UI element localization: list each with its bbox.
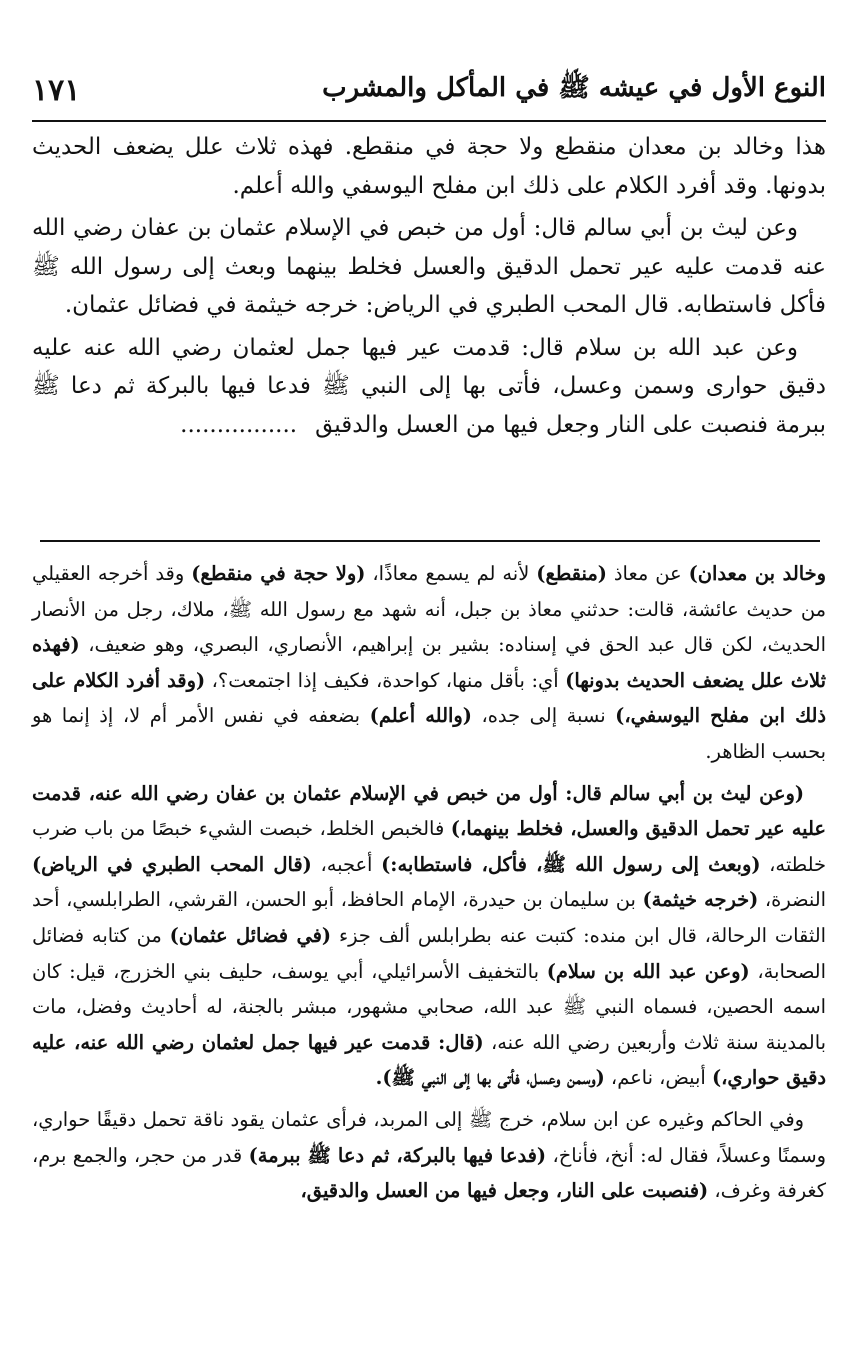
commentary-text: فالخبص الخلط، خبصت الشيء خبصًا من باب ضرب خلطته، bbox=[32, 817, 826, 876]
chapter-title: النوع الأول في عيشه ﷺ في المأكل والمشرب bbox=[322, 73, 826, 103]
commentary-text: النضرة، bbox=[758, 888, 826, 912]
quoted-text: (فهذه ثلاث علل يضعف الحديث بدونها) bbox=[32, 633, 827, 692]
quoted-text: (والله أعلم) bbox=[369, 704, 472, 728]
commentary-text: أي: بأقل منها، كواحدة، فكيف إذا اجتمعت؟، bbox=[205, 668, 566, 692]
commentary-text: أعجبه، bbox=[311, 852, 382, 876]
quoted-text: (وعن ليث بن أبي سالم قال: أول من خبص في الإسلام عثمان بن عفان رضي الله عنه، قدمت عليه عير تحمل الدقيق والعسل، فخلط بينهما،) bbox=[32, 781, 826, 841]
commentary-text: بالتخفيف الأسرائيلي، أبي يوسف، حليف بني الخزرج، قيل: كان اسمه الحصين، فسماه النبي ﷺ عبد الله، صحابي مشهور، مبشر بالجنة، له أحاديث وفضل، مات بالمدينة سنة ثلاث وأربعين رضي الله عنه، bbox=[32, 959, 826, 1054]
quoted-text: (منقطع) bbox=[536, 562, 607, 585]
commentary bbox=[32, 556, 826, 1336]
commentary-text: بن سليمان بن حيدرة، الإمام الحافظ، أبو الحسن، القرشي، الطرابلسي، أحد الثقات الرحالة، قال ابن منده: كتبت عنه بطرابلس ألف جزء bbox=[32, 888, 827, 947]
main-text bbox=[32, 128, 826, 530]
main-paragraph-1: هذا وخالد بن معدان منقطع ولا حجة في منقطع. فهذه ثلاث علل يضعف الحديث بدونها. وقد أفرد الكلام على ذلك ابن مفلح اليوسفي والله أعلم. bbox=[32, 134, 826, 199]
quoted-text: (قال: قدمت عير فيها جمل لعثمان رضي الله عنه، عليه دقيق حواري،) bbox=[32, 1030, 826, 1090]
commentary-text: من كتابه فضائل الصحابة، bbox=[32, 923, 826, 983]
section-divider bbox=[40, 540, 820, 542]
quoted-text: (وعن عبد الله بن سلام) bbox=[546, 959, 750, 983]
commentary-text: لأنه لم يسمع معاذًا، bbox=[365, 562, 537, 585]
commentary-text: قدر من حجر، والجمع برم، كغرفة وغرف، bbox=[32, 1143, 826, 1203]
commentary-paragraph-1 bbox=[32, 556, 826, 770]
main-paragraph-2: وعن ليث بن أبي سالم قال: أول من خبص في الإسلام عثمان بن عفان رضي الله عنه قدمت عليه عير تحمل الدقيق والعسل فخلط بينهما وبعث إلى رسول الله ﷺ فأكل فاستطابه. قال المحب الطبري في الرياض: خرجه خيثمة في فضائل عثمان. bbox=[32, 215, 826, 318]
main-paragraph-3-text: وعن عبد الله بن سلام قال: قدمت عير فيها جمل لعثمان رضي الله عنه عليه دقيق حوارى وسمن وعسل، فأتى بها إلى النبي ﷺ فدعا فيها بالبركة ثم دعا ﷺ ببرمة فنصبت على النار وجعل فيها من العسل والدقيق bbox=[32, 334, 826, 438]
commentary-text: وقد أخرجه العقيلي من حديث عائشة، قالت: حدثني معاذ بن جبل، أنه شهد مع رسول الله ﷺ، ملاك، رجل من الأنصار الحديث، لكن قال عبد الحق في إسناده: بشير بن إبراهيم، الأنصاري، البصري، وهو ضعيف، bbox=[32, 562, 826, 657]
commentary-paragraph-2 bbox=[32, 776, 826, 1096]
quoted-text: (فدعا فيها بالبركة، ثم دعا ﷺ ببرمة) bbox=[248, 1143, 547, 1167]
quoted-text: (ولا حجة في منقطع) bbox=[191, 562, 366, 585]
page-header bbox=[32, 60, 826, 122]
main-paragraph-3 bbox=[32, 329, 826, 445]
commentary-text: نسبة إلى جده، bbox=[471, 704, 616, 728]
quoted-text: (في فضائل عثمان) bbox=[169, 923, 332, 947]
quoted-text: (خرجه خيثمة) bbox=[642, 888, 759, 912]
quoted-text: (وبعث إلى رسول الله ﷺ، فأكل، فاستطابه:) bbox=[381, 852, 761, 876]
page-number: ١٧١ bbox=[32, 72, 81, 108]
commentary-text: أبيض، ناعم، bbox=[604, 1066, 712, 1090]
commentary-text: بضعفه في نفس الأمر أم لا، إذ إنما هو بحسب الظاهر. bbox=[32, 704, 826, 763]
quoted-text: وخالد بن معدان) bbox=[688, 562, 826, 585]
commentary-paragraph-3 bbox=[32, 1102, 826, 1209]
commentary-text: عن معاذ bbox=[606, 562, 689, 585]
commentary-text: وفي الحاكم وغيره عن ابن سلام، خرج ﷺ إلى المربد، فرأى عثمان يقود ناقة تحمل دقيقًا حواري، وسمنًا وعسلاً، فقال له: أنخ، فأناخ، bbox=[32, 1107, 827, 1167]
quoted-text: (قال المحب الطبري في الرياض) bbox=[32, 852, 312, 876]
quoted-text: (وسمن وعسل، فأتى بها إلى النبي ﷺ). bbox=[375, 1066, 605, 1090]
quoted-text: (وقد أفرد الكلام على ذلك ابن مفلح اليوسفي،) bbox=[32, 668, 826, 728]
quoted-text: (فنصبت على النار، وجعل فيها من العسل والدقيق، bbox=[300, 1179, 709, 1203]
ellipsis: ................ bbox=[180, 411, 298, 438]
